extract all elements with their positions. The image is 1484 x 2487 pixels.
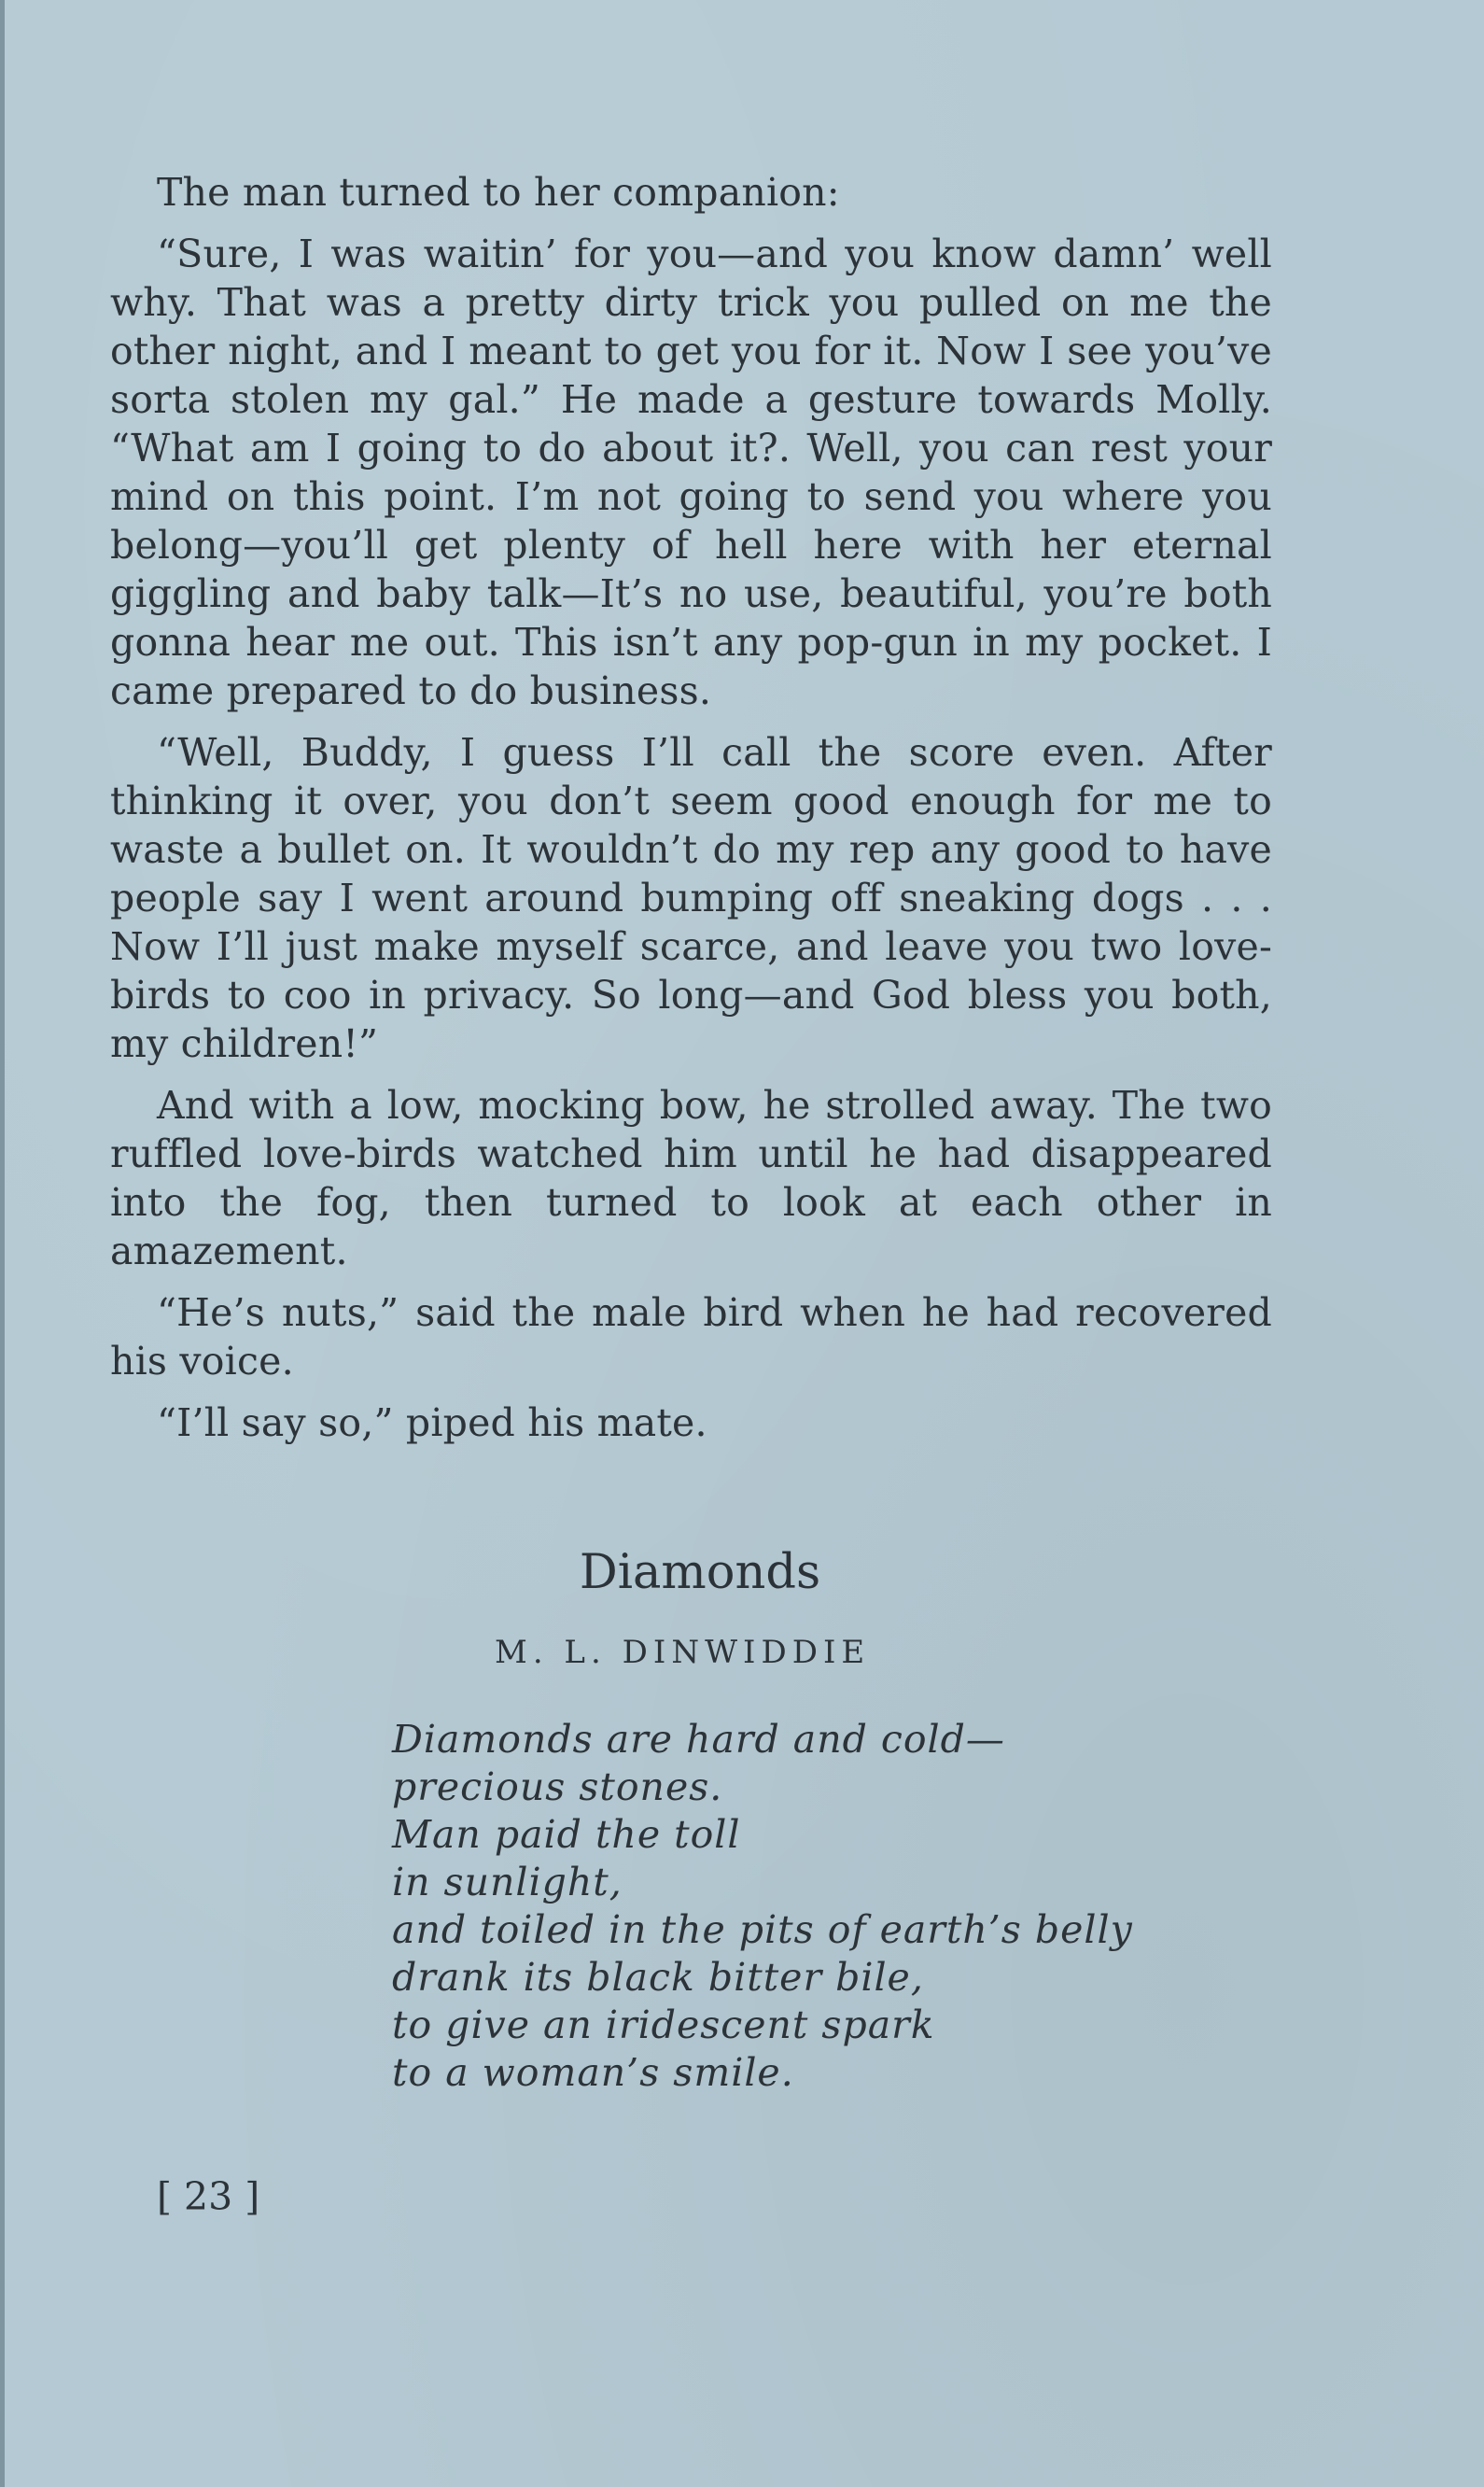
page-number: [ 23 ] xyxy=(157,2174,260,2219)
poem-line: to a woman’s smile. xyxy=(392,2050,794,2095)
poem-line: drank its black bitter bile, xyxy=(392,1955,924,2000)
story-paragraph: “He’s nuts,” said the male bird when he had recovered his voice. xyxy=(110,1290,1272,1384)
poem-author: M. L. DINWIDDIE xyxy=(495,1634,871,1671)
poem-title: Diamonds xyxy=(579,1545,821,1600)
story-paragraph: And with a low, mocking bow, he strolled away. The two ruffled love-birds watched him until he had disappeared into the fog, then turned to look at each other in amazement. xyxy=(110,1083,1272,1273)
poem-line: in sunlight, xyxy=(392,1860,623,1904)
poem-line: to give an iridescent spark xyxy=(392,2002,935,2047)
story-paragraph: The man turned to her companion: xyxy=(157,170,840,215)
poem-line: Man paid the toll xyxy=(392,1812,741,1857)
story-paragraph: “Sure, I was waitin’ for you—and you know damn’ well why. That was a pretty dirty trick you pulled on me the other night, and I meant to get you for it. Now I see you’ve sorta stolen my gal.” He made a gesture towards Molly. “What am I going to do about it?. Well, you can rest your mind on this point. I’m not going to send you where you belong—you’ll get plenty of hell here with her eternal giggling and baby talk—It’s no use, beautiful, you’re both gonna hear me out. This isn’t any pop-gun in my pocket. I came prepared to do business. xyxy=(110,232,1272,713)
poem-line: Diamonds are hard and cold— xyxy=(392,1717,1005,1762)
story-paragraph: “Well, Buddy, I guess I’ll call the score even. After thinking it over, you don’t seem good enough for me to waste a bullet on. It wouldn’t do my rep any good to have people say I went around bumping off sneaking dogs . . . Now I’ll just make myself scarce, and leave you two love-birds to coo in privacy. So long—and God bless you both, my children!” xyxy=(110,730,1272,1066)
story-paragraph: “I’ll say so,” piped his mate. xyxy=(157,1400,707,1445)
poem-line: and toiled in the pits of earth’s belly xyxy=(392,1907,1133,1952)
poem-body xyxy=(392,1716,1232,2097)
page-left-edge xyxy=(0,0,5,2487)
poem-line: precious stones. xyxy=(392,1764,723,1809)
story-text xyxy=(110,168,1272,1460)
